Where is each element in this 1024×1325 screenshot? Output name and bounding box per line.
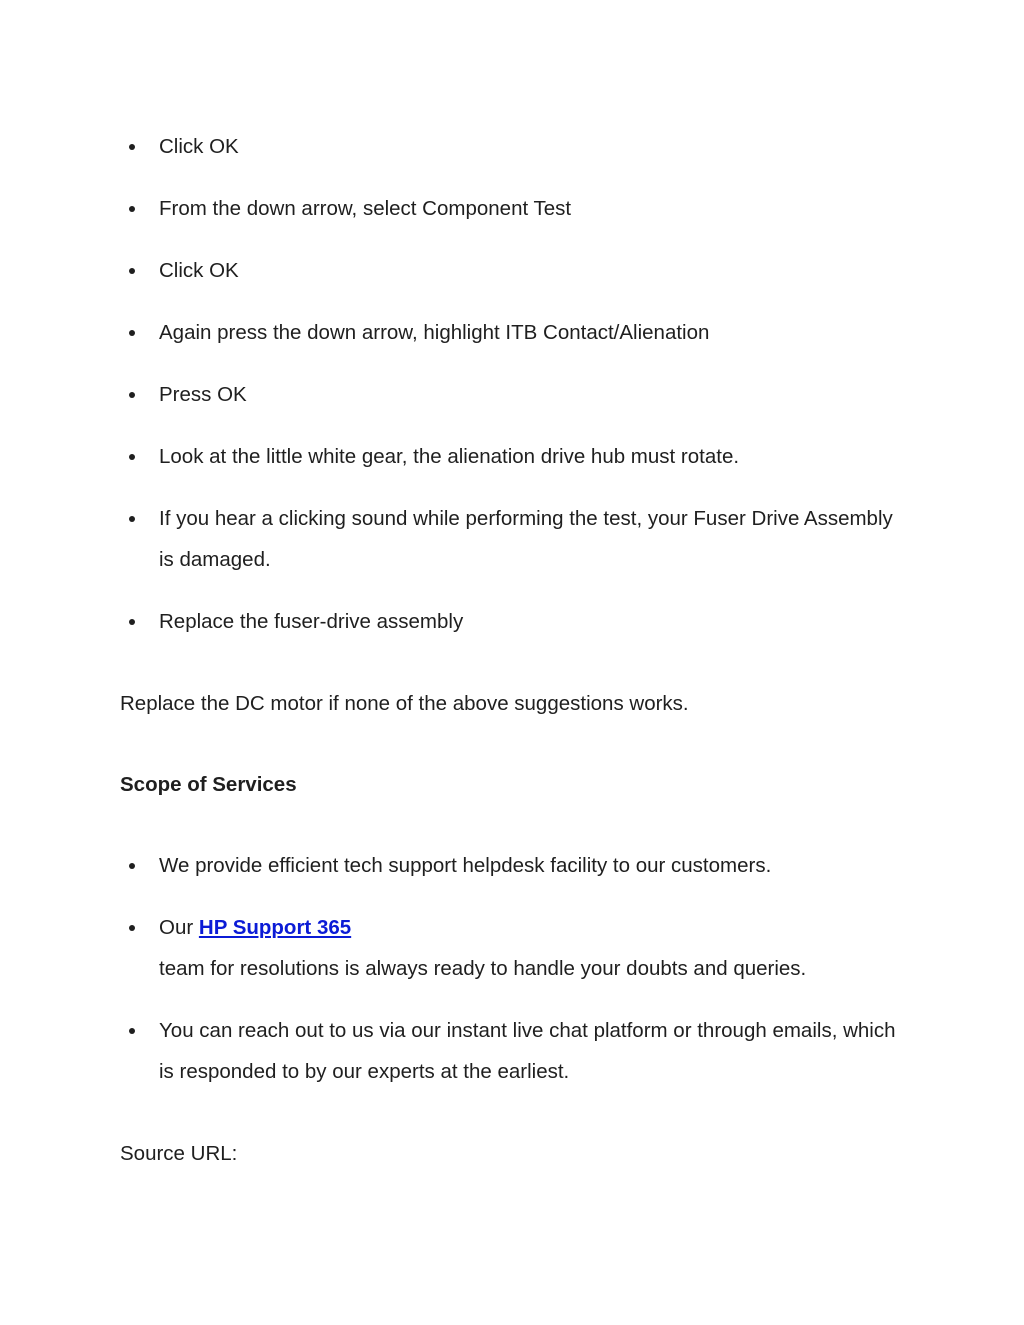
source-url-label: Source URL:: [120, 1142, 238, 1165]
bullet-icon: [129, 863, 135, 869]
list-item: [0, 436, 1024, 477]
bullet-icon: [129, 619, 135, 625]
bullet-icon: [129, 330, 135, 336]
bullet-icon: [129, 925, 135, 931]
services-list: [0, 845, 1024, 1113]
bullet-icon: [129, 268, 135, 274]
bullet-icon: [129, 206, 135, 212]
list-item: [0, 601, 1024, 642]
step-text: Click OK: [159, 135, 239, 158]
list-item: [0, 250, 1024, 291]
list-item: [0, 188, 1024, 229]
list-item: [0, 312, 1024, 353]
step-text: From the down arrow, select Component Test: [159, 197, 572, 220]
hp-support-link[interactable]: HP Support 365: [198, 916, 352, 939]
bullet-icon: [129, 1028, 135, 1034]
list-item: [0, 374, 1024, 415]
list-item: [0, 498, 1024, 580]
service-prefix: Our: [159, 916, 194, 939]
section-heading: Scope of Services: [120, 773, 297, 796]
service-text: We provide efficient tech support helpdesk facility to our customers.: [159, 854, 772, 877]
service-text: team for resolutions is always ready to handle your doubts and queries.: [159, 957, 807, 980]
step-text: Replace the fuser-drive assembly: [159, 610, 464, 633]
closing-paragraph: Replace the DC motor if none of the above suggestions works.: [120, 692, 689, 715]
bullet-icon: [129, 144, 135, 150]
step-text: Click OK: [159, 259, 239, 282]
list-item: [0, 126, 1024, 167]
step-text: If you hear a clicking sound while performing the test, your Fuser Drive Assembly is damaged.: [159, 507, 893, 571]
step-text: Press OK: [159, 383, 247, 406]
list-item: [0, 845, 1024, 886]
bullet-icon: [129, 392, 135, 398]
service-text: You can reach out to us via our instant live chat platform or through emails, which is responded to by our experts at the earliest.: [159, 1019, 896, 1083]
bullet-icon: [129, 516, 135, 522]
list-item: [0, 907, 1024, 989]
step-text: Again press the down arrow, highlight ITB Contact/Alienation: [159, 321, 710, 344]
list-item: [0, 1010, 1024, 1092]
troubleshooting-steps-list: [0, 126, 1024, 663]
bullet-icon: [129, 454, 135, 460]
step-text: Look at the little white gear, the alienation drive hub must rotate.: [159, 445, 740, 468]
